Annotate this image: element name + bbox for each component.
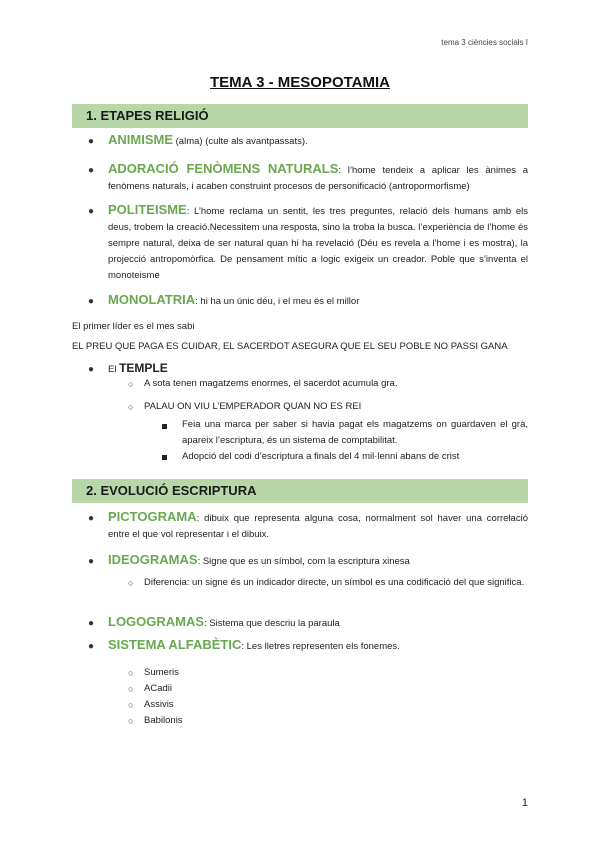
temple-prefix: El <box>108 364 120 375</box>
term: MONOLATRIA <box>108 292 196 307</box>
term: SISTEMA ALFABÈTIC <box>108 637 242 652</box>
civilization-item: Sumeris <box>144 667 179 678</box>
list-item-animisme <box>108 132 528 150</box>
bullet-icon: ● <box>88 296 95 307</box>
list-item-logogramas <box>108 614 528 632</box>
definition: : l’home tendeix a aplicar les ànimes a fenòmens naturals, i acaben construint procesos de personificació (antropormorfisme) <box>108 165 529 192</box>
sub-item: A sota tenen magatzems enormes, el sacerdot acumula gra. <box>144 378 398 389</box>
temple-term: TEMPLE <box>119 361 168 375</box>
circle-bullet-icon: ○ <box>128 668 134 678</box>
term: ANIMISME <box>108 132 173 147</box>
circle-bullet-icon: ○ <box>128 684 134 694</box>
civilization-item: Babilonis <box>144 715 183 726</box>
text-line: EL PREU QUE PAGA ES CUIDAR, EL SACERDOT ASEGURA QUE EL SEU POBLE NO PASSI GANA <box>72 341 508 352</box>
bullet-icon: ● <box>88 618 95 629</box>
square-bullet-icon <box>162 424 167 429</box>
bullet-icon: ● <box>88 165 95 176</box>
list-item-monolatria <box>108 292 528 310</box>
term: PICTOGRAMA <box>108 509 197 524</box>
bullet-icon: ● <box>88 513 95 524</box>
list-item-ideogramas <box>108 552 528 570</box>
sub-item: Diferencia: un signe és un indicador directe, un símbol es una codificació del que significa. <box>144 577 525 588</box>
bullet-icon: ● <box>88 364 95 375</box>
list-item-sistema-alfabetic <box>108 637 528 655</box>
circle-bullet-icon: ○ <box>128 578 134 588</box>
term: ADORACIÓ FENÒMENS NATURALS <box>108 161 339 176</box>
running-header: tema 3 ciències socials I <box>441 38 528 47</box>
definition: (alma) (culte als avantpassats). <box>173 136 308 147</box>
bullet-icon: ● <box>88 136 95 147</box>
subsub-item: Adopció del codi d’escriptura a finals del 4 mil·lenni abans de crist <box>182 451 460 462</box>
definition: : Sistema que descriu la paraula <box>204 618 340 629</box>
bullet-icon: ● <box>88 641 95 652</box>
definition: : hi ha un únic déu, i el meu és el millor <box>195 296 360 307</box>
term: POLITEISME <box>108 202 187 217</box>
square-bullet-icon <box>162 455 167 460</box>
bullet-icon: ● <box>88 206 95 217</box>
civilization-item: Assivis <box>144 699 174 710</box>
page-number: 1 <box>521 797 528 809</box>
definition: : dibuix que representa alguna cosa, normalment sol haver una correlació entre el que vol representar i el dibuix. <box>108 513 528 540</box>
civilization-item: ACadii <box>144 683 172 694</box>
circle-bullet-icon: ○ <box>128 716 134 726</box>
circle-bullet-icon: ○ <box>128 700 134 710</box>
term: IDEOGRAMAS <box>108 552 198 567</box>
circle-bullet-icon: ○ <box>128 402 134 412</box>
page-title: TEMA 3 - MESOPOTAMIA <box>210 74 390 91</box>
section-heading-religio: 1. ETAPES RELIGIÓ <box>72 104 528 128</box>
definition: : Signe que es un símbol, com la escriptura xinesa <box>197 556 410 567</box>
bullet-icon: ● <box>88 556 95 567</box>
term: LOGOGRAMAS <box>108 614 205 629</box>
list-item-pictograma <box>108 509 528 543</box>
section-heading-escriptura: 2. EVOLUCIÓ ESCRIPTURA <box>72 479 528 503</box>
circle-bullet-icon: ○ <box>128 379 134 389</box>
list-item-politeisme <box>108 202 528 284</box>
sub-item: PALAU ON VIU L’EMPERADOR QUAN NO ES REI <box>144 401 362 412</box>
definition: : L’home reclama un sentit, les tres preguntes, relació dels humans amb els deus, trobem la creació.Necessitem una resposta, sino la troba la busca. l’experiència de l’home és sempre natural, deixa de ser natural quan hi ha revelació (Déu es revela a l’home i es mostra), la projecció antropomòrfica. De pensament mític a logic exigeix un creador. Poble que s’inventa el monoteisme <box>108 206 528 281</box>
definition: : Les lletres representen els fonemes. <box>241 641 400 652</box>
list-item-adoracio <box>108 161 528 195</box>
text-line: El primer líder es el mes sabi <box>72 321 195 332</box>
subsub-item: Feia una marca per saber si havia pagat els magatzems on guardaven el grà, apareix l’escriptura, és un sistema de comptabilitat. <box>182 419 528 446</box>
